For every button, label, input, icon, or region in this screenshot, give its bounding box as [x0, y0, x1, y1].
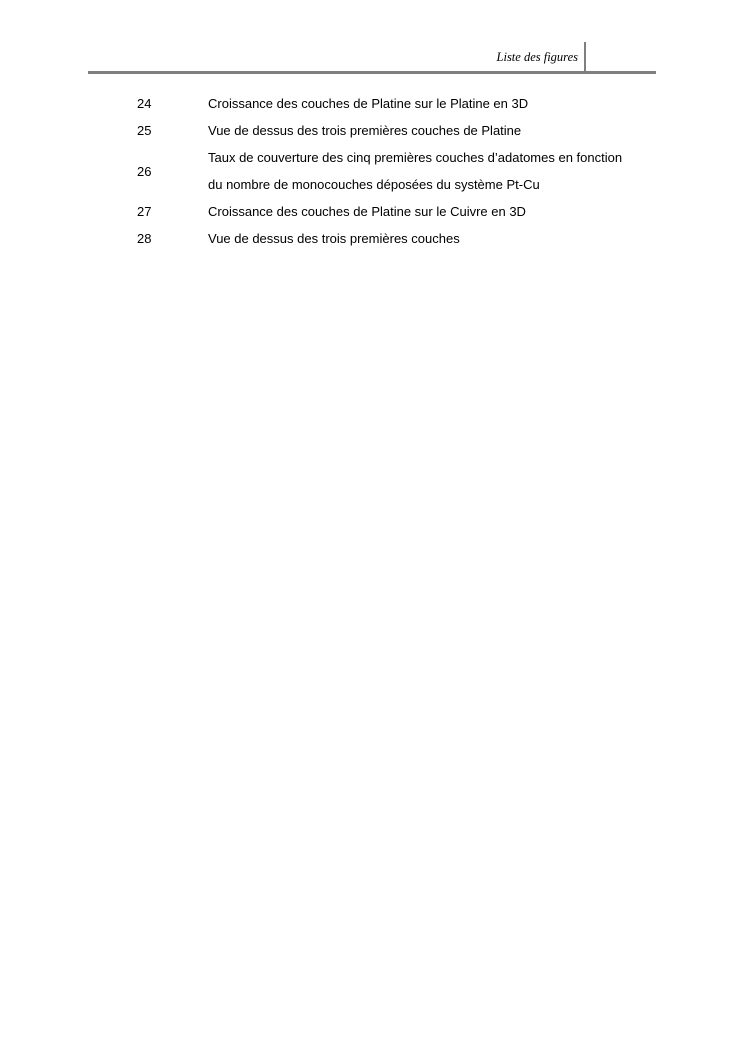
figure-row — [137, 117, 657, 144]
figure-title — [208, 144, 657, 198]
figure-number: 28 — [137, 231, 152, 246]
figure-number: 25 — [137, 123, 152, 138]
figure-title-line: Croissance des couches de Platine sur le Cuivre en 3D — [208, 204, 526, 219]
figure-number: 24 — [137, 96, 152, 111]
figure-title-line: du nombre de monocouches déposées du système Pt-Cu — [208, 177, 540, 192]
figure-list — [137, 90, 657, 252]
figure-row — [137, 198, 657, 225]
page-header — [88, 42, 656, 75]
figure-number: 27 — [137, 204, 152, 219]
header-title: Liste des figures — [496, 50, 578, 64]
figure-title — [208, 117, 657, 144]
figure-row — [137, 225, 657, 252]
figure-title-line: Croissance des couches de Platine sur le Platine en 3D — [208, 96, 529, 111]
figure-title — [208, 198, 657, 225]
figure-title — [208, 225, 657, 252]
figure-row — [137, 144, 657, 198]
figure-title-line: Vue de dessus des trois premières couches de Platine — [208, 123, 522, 138]
figure-row — [137, 90, 657, 117]
figure-title — [208, 90, 657, 117]
header-vertical-rule — [584, 42, 586, 72]
figure-title-line: Vue de dessus des trois premières couches — [208, 231, 460, 246]
header-rule — [88, 71, 656, 74]
figure-number: 26 — [137, 163, 152, 179]
figure-title-line: Taux de couverture des cinq premières couches d’adatomes en fonction — [208, 150, 623, 165]
